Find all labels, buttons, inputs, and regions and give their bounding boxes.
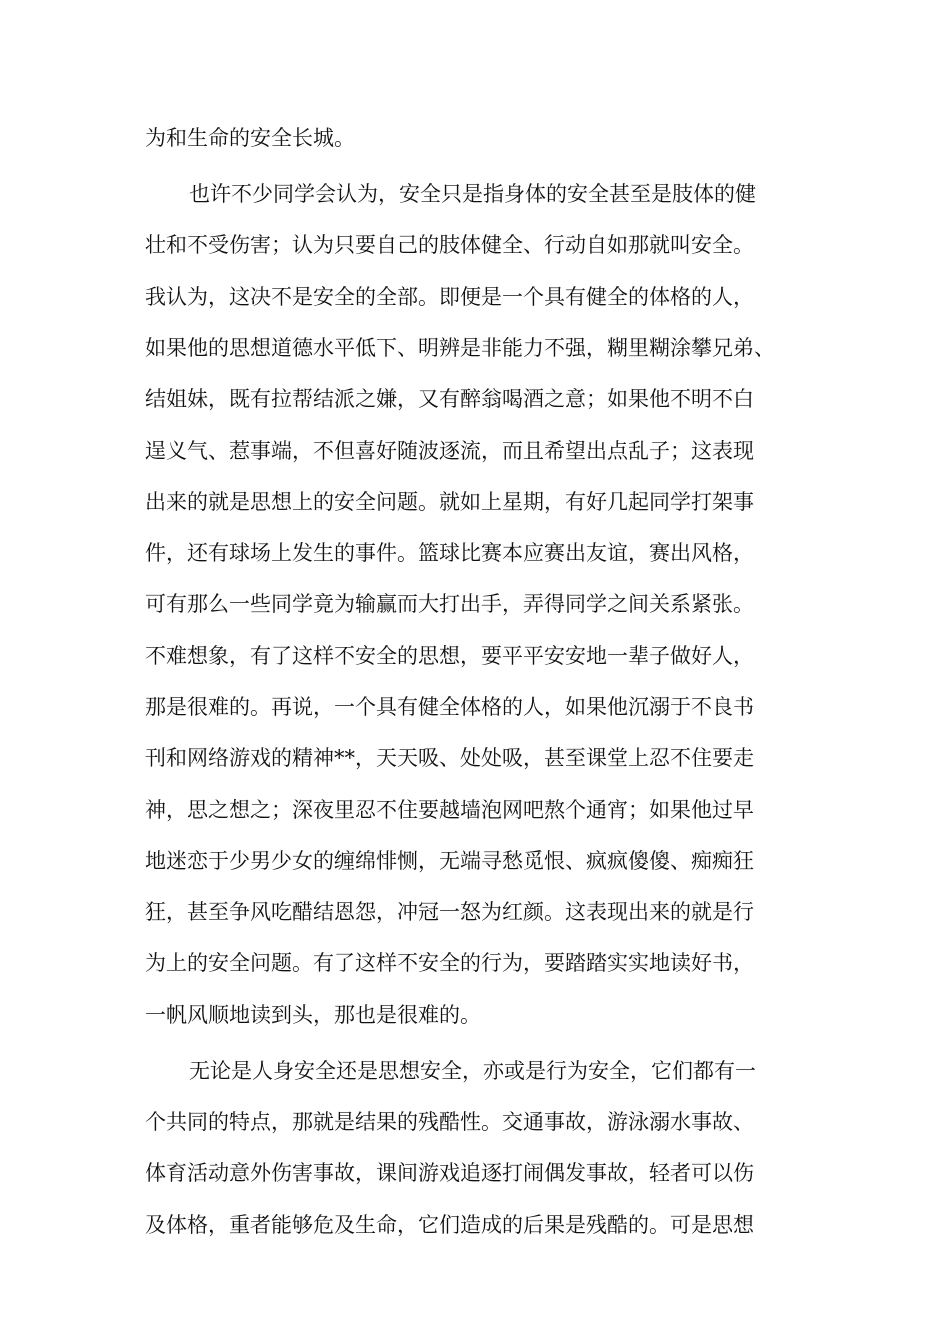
text-line: 一帆风顺地读到头，那也是很难的。 bbox=[145, 1003, 481, 1027]
paragraph-first-line: 也许不少同学会认为，安全只是指身体的安全甚至是肢体的健 bbox=[189, 182, 756, 206]
text-line: 神，思之想之；深夜里忍不住要越墙泡网吧熬个通宵；如果他过早 bbox=[145, 798, 754, 822]
paragraph-first-line: 无论是人身安全还是思想安全，亦或是行为安全，它们都有一 bbox=[189, 1059, 756, 1083]
text-line: 体育活动意外伤害事故，课间游戏追逐打闹偶发事故，轻者可以伤 bbox=[145, 1161, 754, 1185]
text-line: 出来的就是思想上的安全问题。就如上星期，有好几起同学打架事 bbox=[145, 490, 754, 514]
text-line: 那是很难的。再说，一个具有健全体格的人，如果他沉溺于不良书 bbox=[145, 695, 754, 719]
text-line: 刊和网络游戏的精神**，天天吸、处处吸，甚至课堂上忍不住要走 bbox=[145, 746, 754, 770]
text-line: 及体格，重者能够危及生命，它们造成的后果是残酷的。可是思想 bbox=[145, 1213, 754, 1237]
text-line: 狂，甚至争风吃醋结恩怨，冲冠一怒为红颜。这表现出来的就是行 bbox=[145, 900, 754, 924]
text-line: 个共同的特点，那就是结果的残酷性。交通事故，游泳溺水事故、 bbox=[145, 1110, 754, 1134]
text-line: 逞义气、惹事端，不但喜好随波逐流，而且希望出点乱子；这表现 bbox=[145, 439, 754, 463]
text-line: 不难想象，有了这样不安全的思想，要平平安安地一辈子做好人， bbox=[145, 644, 754, 668]
text-line: 为上的安全问题。有了这样不安全的行为，要踏踏实实地读好书， bbox=[145, 951, 754, 975]
text-line: 为和生命的安全长城。 bbox=[145, 126, 355, 150]
text-line: 可有那么一些同学竟为输赢而大打出手，弄得同学之间关系紧张。 bbox=[145, 592, 754, 616]
text-line: 地迷恋于少男少女的缠绵悱恻，无端寻愁觅恨、疯疯傻傻、痴痴狂 bbox=[145, 849, 754, 873]
text-line: 如果他的思想道德水平低下、明辨是非能力不强，糊里糊涂攀兄弟、 bbox=[145, 336, 775, 360]
text-line: 件，还有球场上发生的事件。篮球比赛本应赛出友谊，赛出风格， bbox=[145, 541, 754, 565]
text-line: 结姐妹，既有拉帮结派之嫌，又有醉翁喝酒之意；如果他不明不白 bbox=[145, 387, 754, 411]
text-line: 我认为，这决不是安全的全部。即便是一个具有健全的体格的人， bbox=[145, 285, 754, 309]
text-line: 壮和不受伤害；认为只要自己的肢体健全、行动自如那就叫安全。 bbox=[145, 233, 754, 257]
